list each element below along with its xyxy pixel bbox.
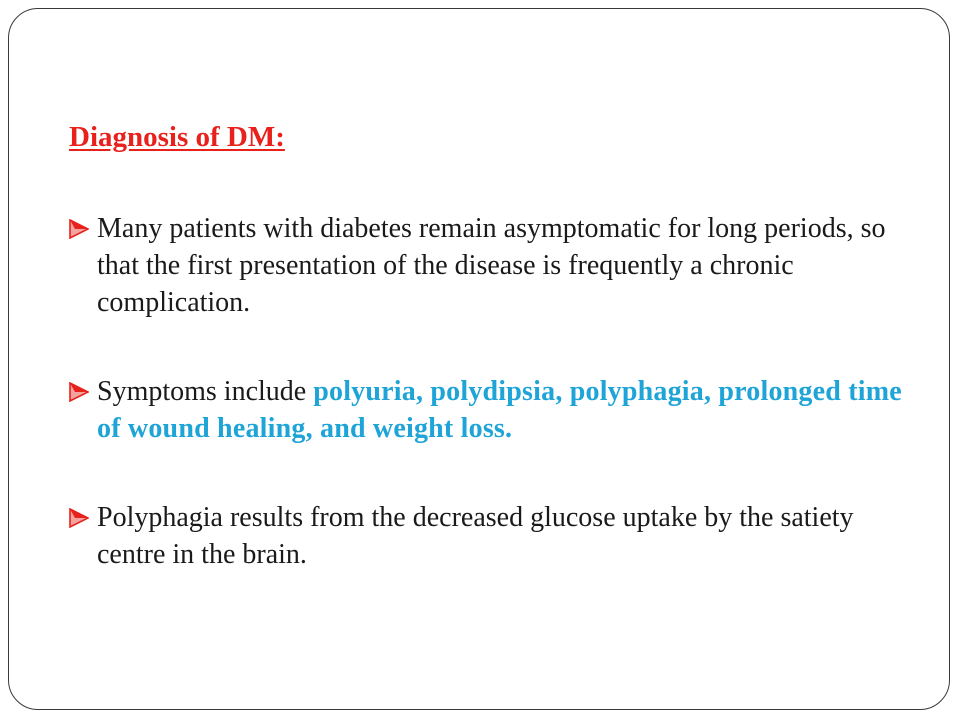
arrowhead-bullet-icon [69,508,89,528]
bullet-text-3: Polyphagia results from the decreased glucose uptake by the satiety centre in the brain. [97,502,854,570]
bullet-text-1: Many patients with diabetes remain asymptomatic for long periods, so that the first presentation of the disease is frequently a chronic complication. [97,213,886,318]
bullet-item-1 [69,210,909,321]
arrowhead-bullet-icon [69,382,89,402]
symptoms-highlight: polyuria, polydipsia, polyphagia, prolonged time of wound healing, and weight loss. [97,376,902,444]
slide-frame [8,8,950,710]
bullet-item-2 [69,373,909,447]
slide-title: Diagnosis of DM: [69,121,285,153]
bullet-text-2-prefix: Symptoms include [97,376,314,407]
arrowhead-bullet-icon [69,219,89,239]
bullet-item-3 [69,499,909,573]
slide-content [69,117,909,625]
